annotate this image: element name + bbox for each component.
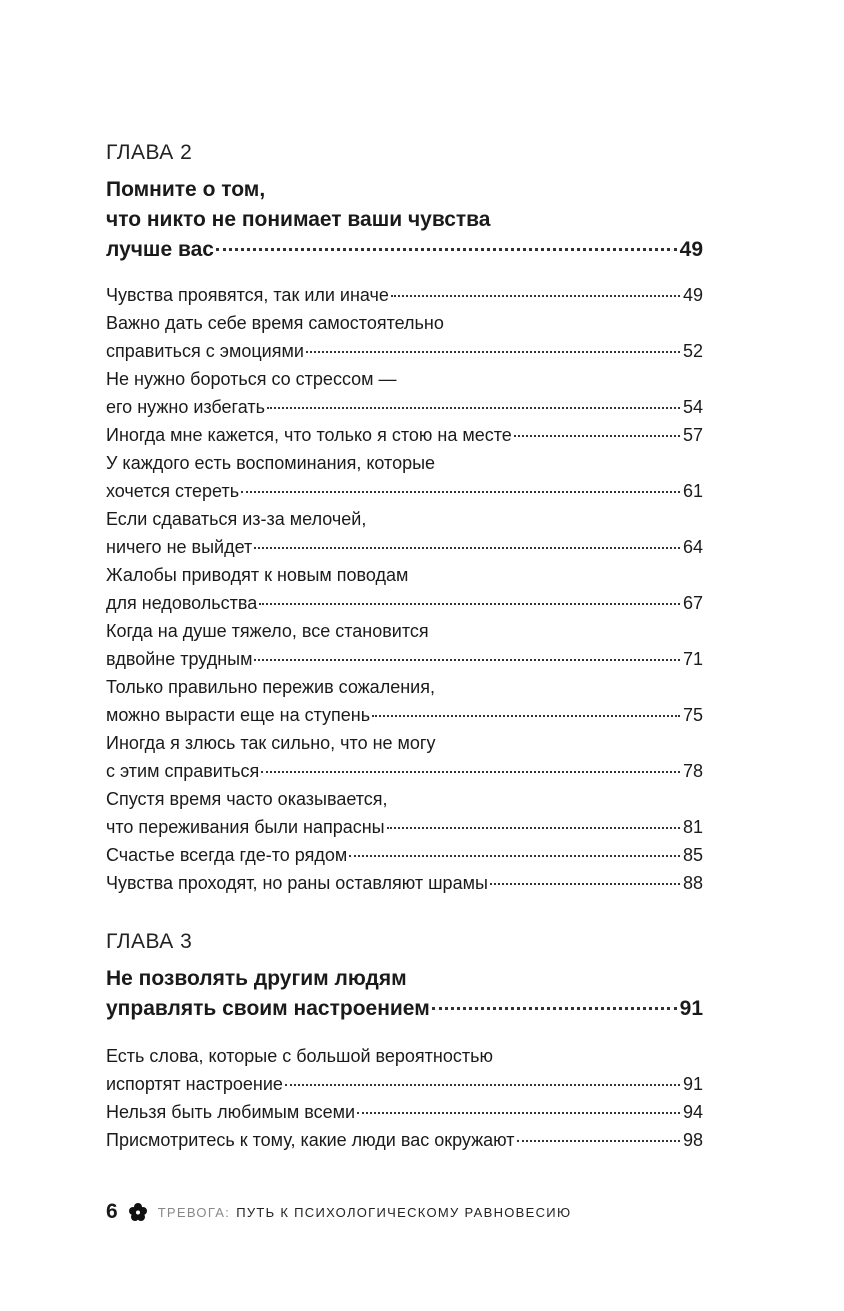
entry-text: Чувства проходят, но раны оставляют шрамы [106,873,488,893]
toc-entry[interactable] [106,309,703,365]
toc-entry[interactable] [106,505,703,561]
entry-page-number: 64 [682,537,703,557]
entry-text: Важно дать себе время самостоятельно [106,313,444,333]
toc-entry[interactable] [106,1098,703,1126]
entry-page-number: 71 [682,649,703,669]
entry-page-number: 88 [682,873,703,893]
dot-leader [391,295,680,297]
dot-leader [349,855,680,857]
chapter-title[interactable] [106,964,703,1024]
dot-leader [517,1140,680,1142]
dot-leader [514,435,680,437]
entry-text: вдвойне трудным [106,649,253,669]
toc-entry[interactable] [106,729,703,785]
page-footer [106,1200,571,1224]
entry-page-number: 78 [682,761,703,781]
entry-page-number: 98 [682,1130,703,1150]
dot-leader [267,407,680,409]
dot-leader [254,547,680,549]
entry-text: его нужно избегать [106,397,265,417]
entry-page-number: 52 [682,341,703,361]
chapter-page-number: 91 [679,997,703,1020]
chapter-title-last-row [106,994,703,1024]
entry-page-number: 61 [682,481,703,501]
dot-leader [254,659,680,661]
dot-leader [490,883,680,885]
entry-text: для недовольства [106,593,258,613]
toc-entry[interactable] [106,561,703,617]
entry-text: Не нужно бороться со стрессом — [106,369,397,389]
entry-text: с этим справиться [106,761,260,781]
entry-text: справиться с эмоциями [106,341,304,361]
entry-text: можно вырасти еще на ступень [106,705,371,725]
toc-entry[interactable] [106,421,703,449]
toc-entry[interactable] [106,365,703,421]
chapter-title-last-row [106,235,703,265]
chapter-title-line: лучше вас [106,238,214,261]
chapter-page-number: 49 [679,238,703,261]
entry-page-number: 49 [682,285,703,305]
toc-entry[interactable] [106,617,703,673]
dot-leader [259,603,680,605]
entry-text: Чувства проявятся, так или иначе [106,285,389,305]
entry-text: Иногда мне кажется, что только я стою на месте [106,425,512,445]
entry-text: Спустя время часто оказывается, [106,789,388,809]
chapter-title-line: что никто не понимает ваши чувства [106,208,491,231]
toc-entry[interactable] [106,1042,703,1098]
toc-entry[interactable] [106,281,703,309]
entry-text: хочется стереть [106,481,240,501]
toc-entry[interactable] [106,449,703,505]
dot-leader [306,351,680,353]
chapter-section [106,930,703,1154]
entry-text: Счастье всегда где-то рядом [106,845,348,865]
toc-entry[interactable] [106,841,703,869]
entry-list [106,281,703,897]
entry-text: Есть слова, которые с большой вероятностью [106,1046,493,1066]
entry-page-number: 57 [682,425,703,445]
chapter-title-line: управлять своим настроением [106,997,430,1020]
toc-entry[interactable] [106,785,703,841]
dot-leader [372,715,680,717]
entry-text: Жалобы приводят к новым поводам [106,565,409,585]
entry-list [106,1042,703,1154]
entry-text: Если сдаваться из-за мелочей, [106,509,367,529]
entry-page-number: 81 [682,817,703,837]
entry-text: Только правильно пережив сожаления, [106,677,435,697]
chapter-title-line: Не позволять другим людям [106,967,407,990]
book-title-part2: ПУТЬ К ПСИХОЛОГИЧЕСКОМУ РАВНОВЕСИЮ [236,1204,572,1220]
toc-entry[interactable] [106,869,703,897]
entry-text: испортят настроение [106,1074,283,1094]
entry-page-number: 85 [682,845,703,865]
chapter-label: ГЛАВА 2 [106,141,193,164]
dot-leader [285,1084,680,1086]
chapter-title-line: Помните о том, [106,178,266,201]
entry-text: У каждого есть воспоминания, которые [106,453,436,473]
book-title-part1: ТРЕВОГА: [157,1204,231,1220]
dot-leader [387,827,680,829]
entry-page-number: 75 [682,705,703,725]
dot-leader [241,491,680,493]
entry-page-number: 94 [682,1102,703,1122]
footer-page-number: 6 [106,1200,118,1223]
dot-leader [216,248,677,251]
entry-text: Когда на душе тяжело, все становится [106,621,429,641]
dot-leader [432,1007,677,1010]
toc-entry[interactable] [106,1126,703,1154]
chapter-section [106,141,703,897]
flower-icon [128,1202,148,1222]
dot-leader [357,1112,680,1114]
entry-text: что переживания были напрасны [106,817,385,837]
entry-text: Присмотритесь к тому, какие люди вас окружают [106,1130,515,1150]
entry-text: Нельзя быть любимым всеми [106,1102,356,1122]
entry-text: Иногда я злюсь так сильно, что не могу [106,733,436,753]
entry-page-number: 91 [682,1074,703,1094]
entry-page-number: 54 [682,397,703,417]
entry-page-number: 67 [682,593,703,613]
toc-entry[interactable] [106,673,703,729]
entry-text: ничего не выйдет [106,537,253,557]
dot-leader [261,771,680,773]
chapter-title[interactable] [106,175,703,265]
chapter-label: ГЛАВА 3 [106,930,193,953]
